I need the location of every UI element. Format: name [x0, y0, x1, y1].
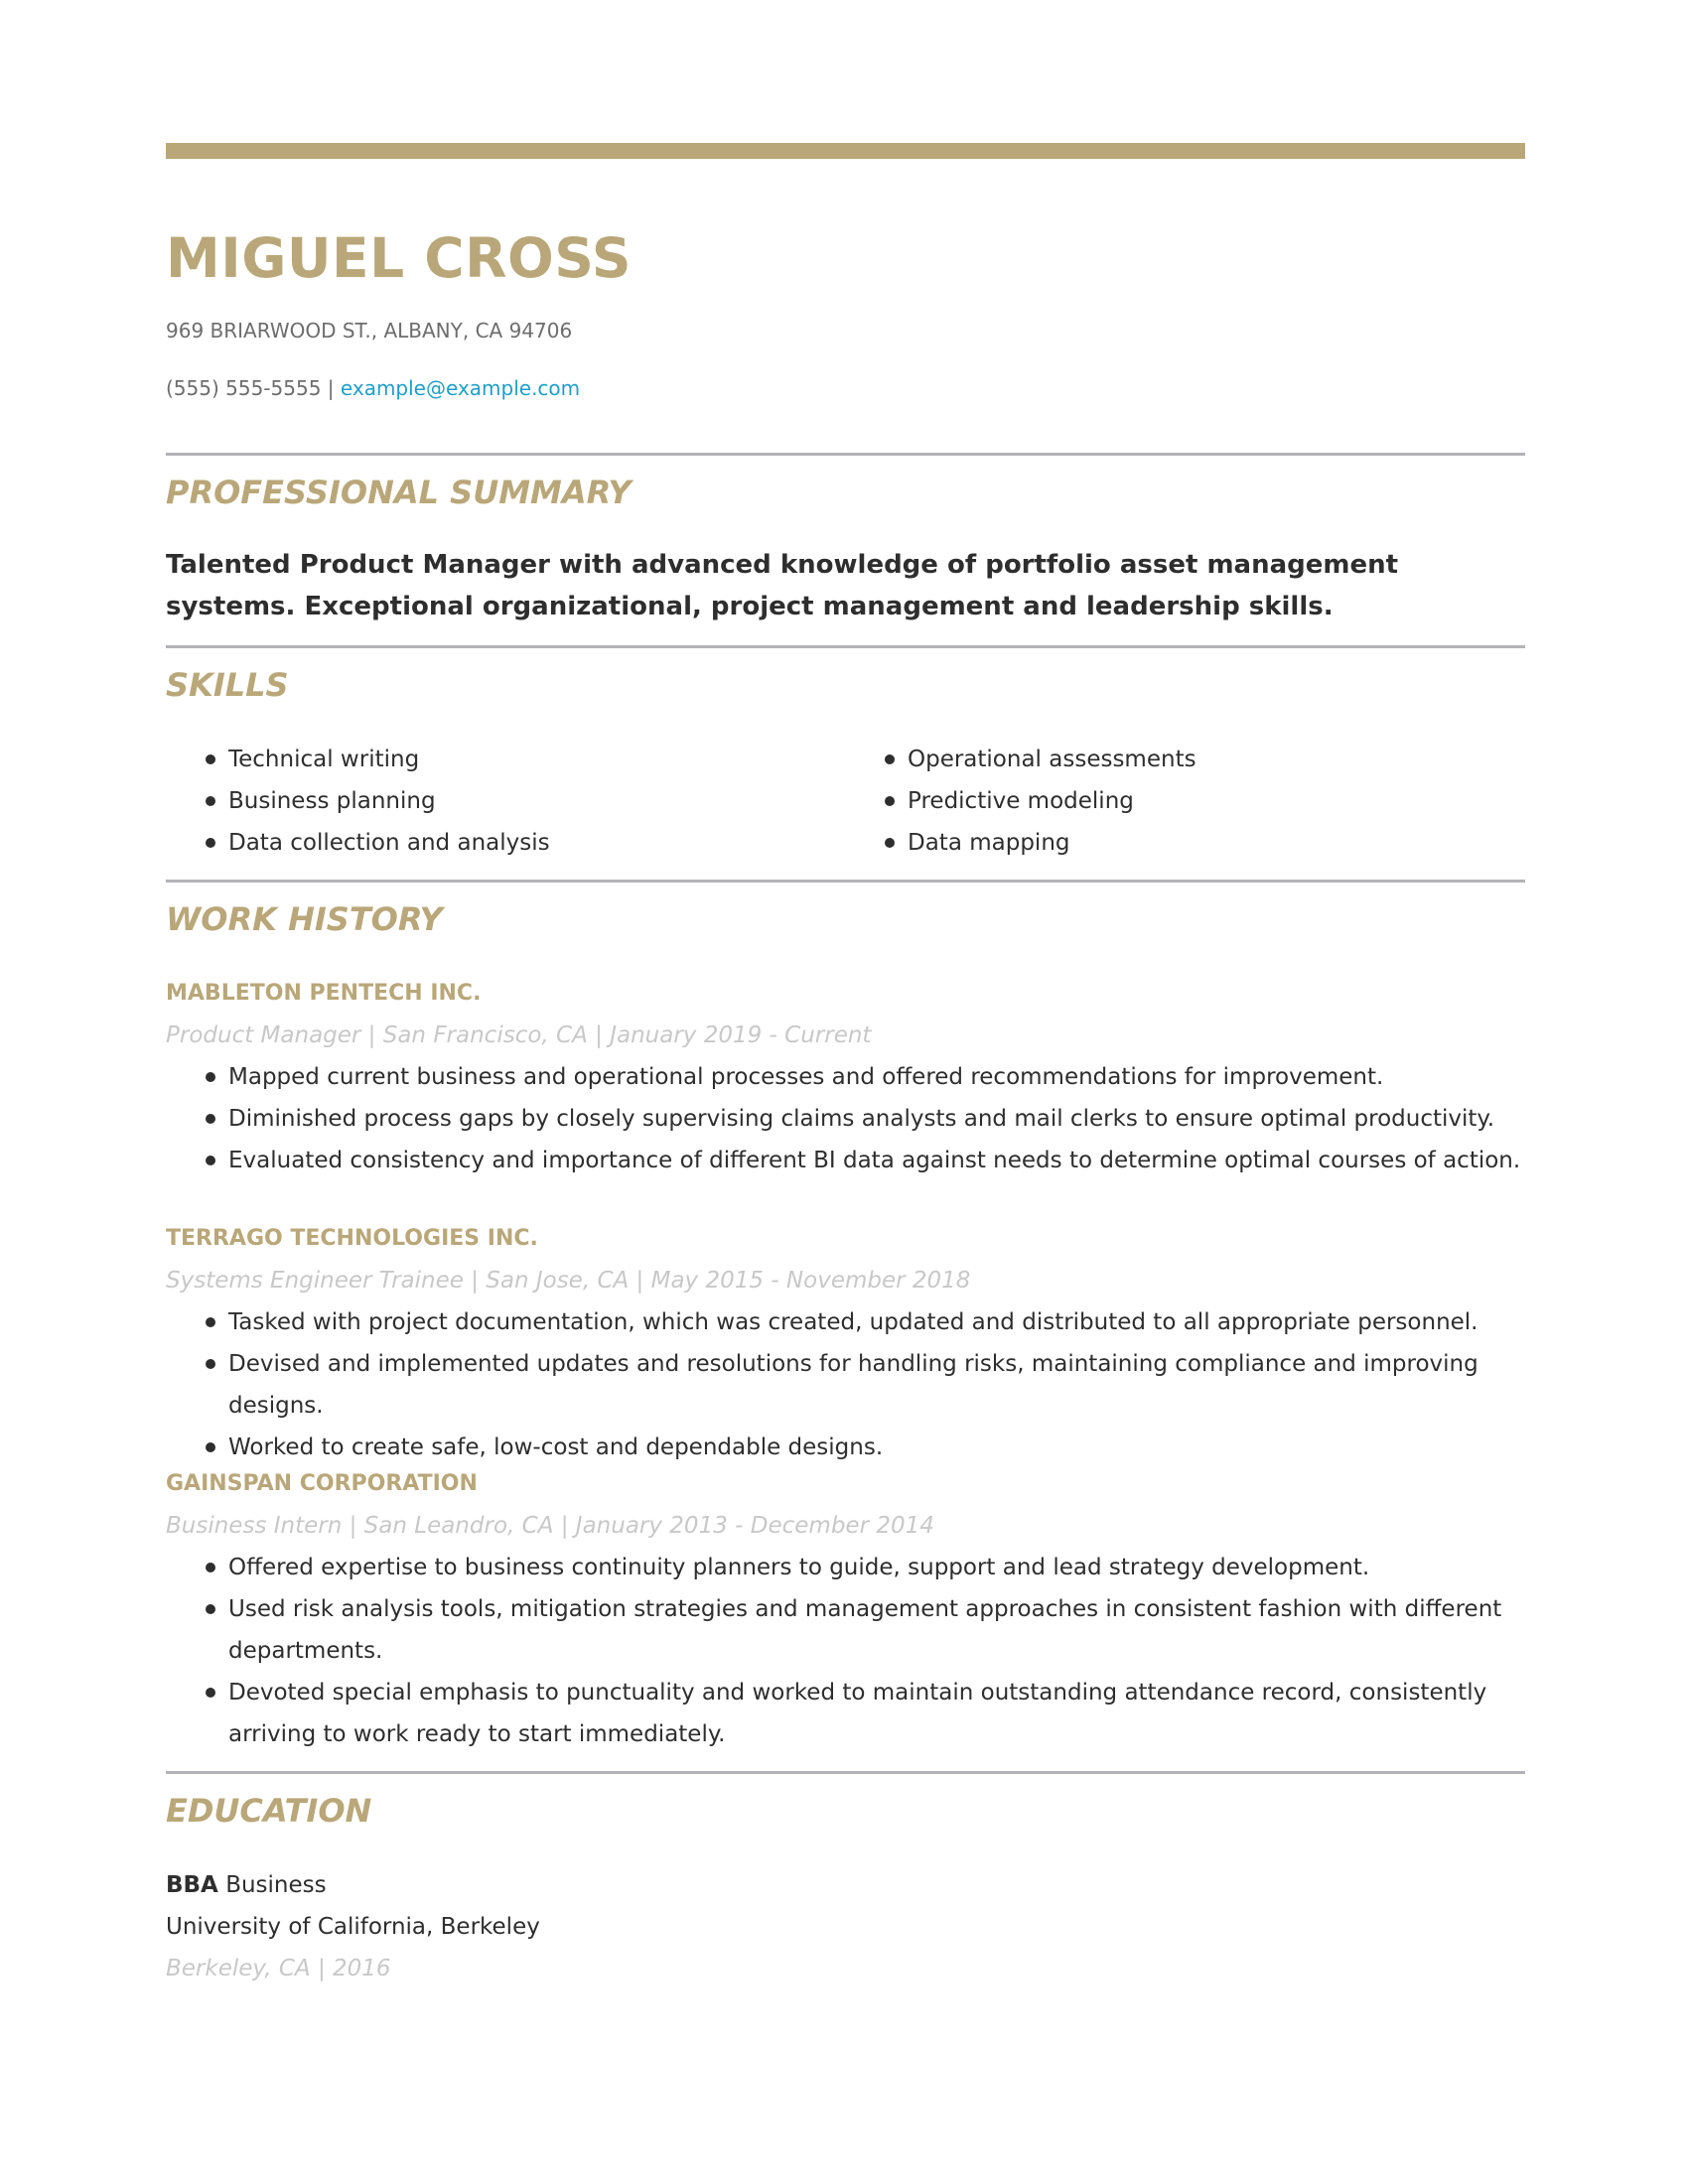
contact-line [166, 373, 580, 403]
bullet-icon [206, 1359, 215, 1369]
skill-item: Technical writing [166, 739, 841, 780]
section-divider [166, 453, 1525, 456]
degree-line [166, 1864, 1525, 1906]
section-divider [166, 880, 1525, 883]
education-entry [166, 1864, 1525, 1989]
bullet-icon [206, 1317, 215, 1327]
work-history-heading: WORK HISTORY [166, 900, 443, 938]
job-meta: Systems Engineer Trainee | San Jose, CA | May 2015 - November 2018 [166, 1268, 971, 1294]
skill-item: Data collection and analysis [166, 822, 841, 864]
job-meta: Product Manager | San Francisco, CA | January 2019 - Current [166, 1023, 872, 1048]
skill-item: Predictive modeling [845, 780, 1520, 822]
bullet-icon [206, 1114, 215, 1124]
bullet-icon [206, 796, 215, 806]
job-bullet: Devised and implemented updates and resolutions for handling risks, maintaining compliance and improving designs. [166, 1343, 1525, 1427]
field-of-study: Business [225, 1872, 327, 1898]
bullet-icon [206, 1604, 215, 1614]
bullet-icon [206, 754, 215, 764]
summary-heading: PROFESSIONAL SUMMARY [166, 474, 632, 511]
top-accent-bar [166, 143, 1525, 159]
skill-item: Operational assessments [845, 739, 1520, 780]
candidate-name: MIGUEL CROSS [166, 226, 632, 290]
job-entry [166, 973, 1525, 1181]
skill-item: Data mapping [845, 822, 1520, 864]
skills-column-left [166, 739, 841, 864]
company-name: TERRAGO TECHNOLOGIES INC. [166, 1226, 538, 1251]
job-entry [166, 1463, 1525, 1755]
job-meta: Business Intern | San Leandro, CA | January 2013 - December 2014 [166, 1513, 934, 1539]
bullet-icon [885, 754, 895, 764]
bullet-icon [206, 1688, 215, 1698]
bullet-icon [206, 1563, 215, 1572]
company-name: MABLETON PENTECH INC. [166, 981, 482, 1006]
company-name: GAINSPAN CORPORATION [166, 1471, 478, 1496]
bullet-icon [206, 838, 215, 848]
section-divider [166, 645, 1525, 648]
education-heading: EDUCATION [166, 1792, 372, 1830]
skills-column-right [845, 739, 1520, 864]
degree: BBA [166, 1872, 218, 1898]
job-bullet: Offered expertise to business continuity planners to guide, support and lead strategy development. [166, 1547, 1525, 1588]
email-link[interactable]: example@example.com [340, 376, 581, 400]
job-bullet: Evaluated consistency and importance of different BI data against needs to determine optimal courses of action. [166, 1140, 1525, 1181]
job-entry [166, 1218, 1525, 1468]
bullet-icon [885, 838, 895, 848]
education-location: Berkeley, CA | 2016 [166, 1956, 391, 1981]
job-bullet: Tasked with project documentation, which was created, updated and distributed to all appropriate personnel. [166, 1301, 1525, 1343]
skills-heading: SKILLS [166, 666, 289, 704]
bullet-icon [885, 796, 895, 806]
bullet-icon [206, 1156, 215, 1165]
bullet-icon [206, 1442, 215, 1452]
contact-separator: | [327, 376, 335, 400]
bullet-icon [206, 1072, 215, 1082]
job-bullet: Used risk analysis tools, mitigation strategies and management approaches in consistent fashion with different departments. [166, 1588, 1525, 1672]
address: 969 BRIARWOOD ST., ALBANY, CA 94706 [166, 319, 573, 342]
job-bullet: Devoted special emphasis to punctuality and worked to maintain outstanding attendance record, consistently arriving to work ready to start immediately. [166, 1672, 1525, 1755]
section-divider [166, 1771, 1525, 1774]
summary-text: Talented Product Manager with advanced knowledge of portfolio asset management systems. Exceptional organizational, project management and leadership skills. [166, 550, 1399, 621]
job-bullet: Worked to create safe, low-cost and dependable designs. [166, 1427, 1525, 1468]
job-bullet: Mapped current business and operational processes and offered recommendations for improvement. [166, 1056, 1525, 1098]
school-name: University of California, Berkeley [166, 1914, 540, 1940]
skill-item: Business planning [166, 780, 841, 822]
phone: (555) 555-5555 [166, 376, 322, 400]
job-bullet: Diminished process gaps by closely supervising claims analysts and mail clerks to ensure optimal productivity. [166, 1098, 1525, 1140]
